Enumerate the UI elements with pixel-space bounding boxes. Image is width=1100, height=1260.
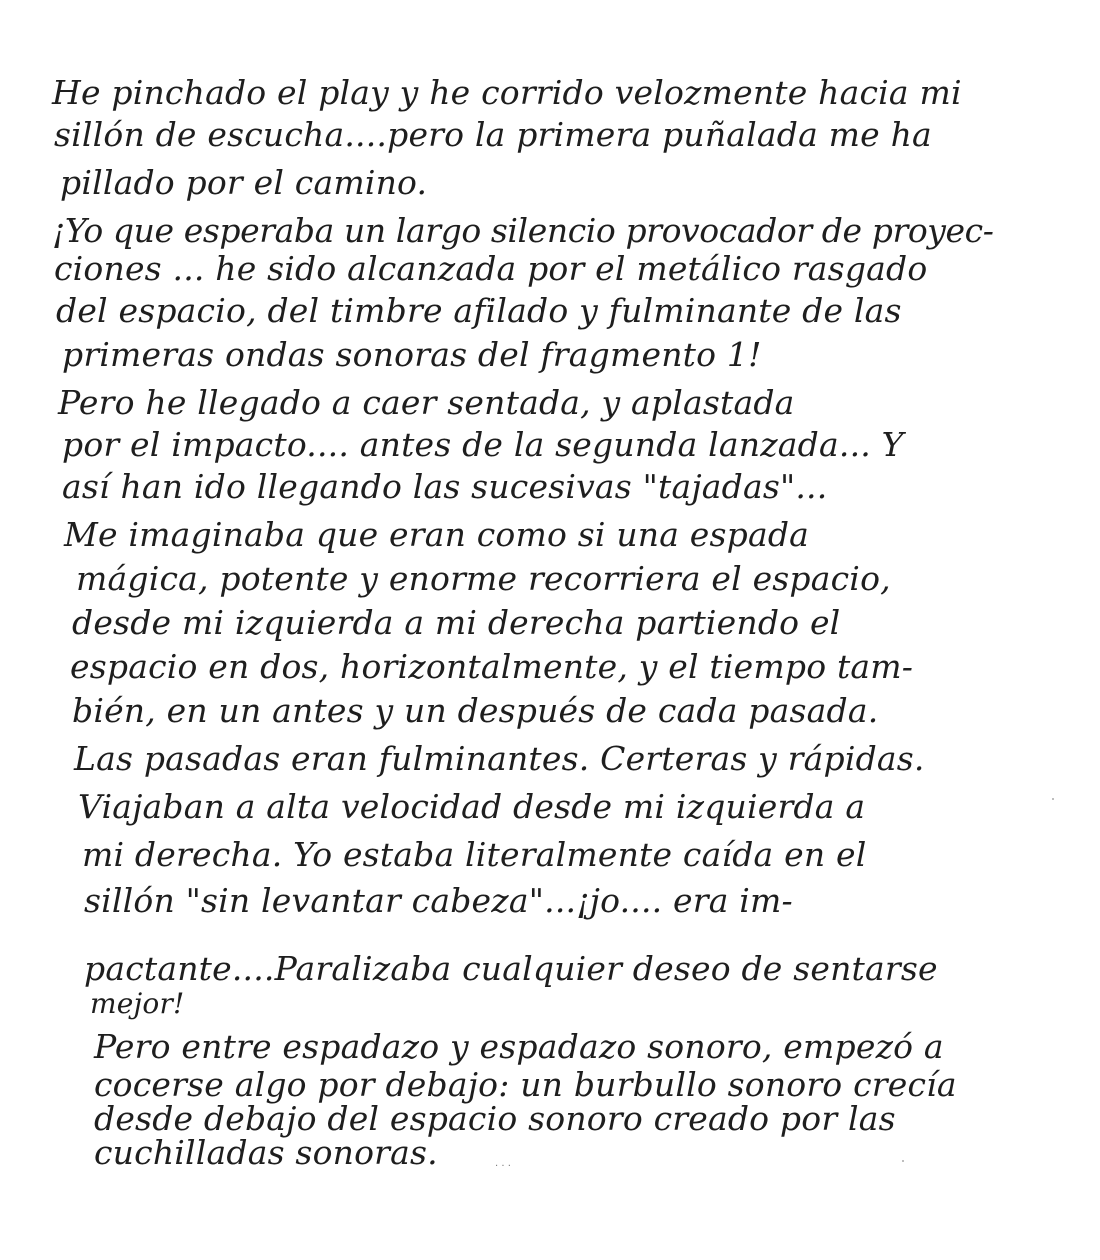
text-line-5: ciones ... he sido alcanzada por el metálico rasgado <box>54 249 928 288</box>
text-line-3: pillado por el camino. <box>60 163 428 202</box>
text-line-6: del espacio, del timbre afilado y fulminante de las <box>56 291 902 330</box>
trailing-ink-dots: . . . <box>495 1158 511 1169</box>
text-line-14: espacio en dos, horizontalmente, y el tiempo tam- <box>70 647 914 686</box>
text-line-15: bién, en un antes y un después de cada pasada. <box>72 691 879 730</box>
text-line-2: sillón de escucha....pero la primera puñalada me ha <box>54 115 932 154</box>
text-line-16: Las pasadas eran fulminantes. Certeras y rápidas. <box>74 739 925 778</box>
paper-speck <box>902 1160 904 1162</box>
text-line-11: Me imaginaba que eran como si una espada <box>64 515 810 554</box>
text-line-21: mejor! <box>90 987 185 1020</box>
text-line-4: ¡Yo que esperaba un largo silencio provocador de proyec- <box>52 211 994 250</box>
text-line-9: por el impacto.... antes de la segunda lanzada... Y <box>62 425 904 464</box>
text-line-23: cocerse algo por debajo: un burbullo sonoro crecía <box>94 1065 957 1104</box>
text-line-22: Pero entre espadazo y espadazo sonoro, empezó a <box>94 1027 944 1066</box>
text-line-20: pactante....Paralizaba cualquier deseo de sentarse <box>84 949 938 988</box>
text-line-24: desde debajo del espacio sonoro creado por las <box>94 1099 896 1138</box>
text-line-8: Pero he llegado a caer sentada, y aplastada <box>58 383 795 422</box>
text-line-19: sillón "sin levantar cabeza"...¡jo.... era im- <box>84 881 793 920</box>
text-line-12: mágica, potente y enorme recorriera el espacio, <box>76 559 891 598</box>
text-line-18: mi derecha. Yo estaba literalmente caída en el <box>82 835 867 874</box>
text-line-10: así han ido llegando las sucesivas "tajadas"... <box>62 467 828 506</box>
text-line-17: Viajaban a alta velocidad desde mi izquierda a <box>78 787 866 826</box>
paper-speck <box>1052 798 1054 800</box>
text-line-1: He pinchado el play y he corrido velozmente hacia mi <box>52 73 962 112</box>
text-line-7: primeras ondas sonoras del fragmento 1! <box>62 335 762 374</box>
text-line-25: cuchilladas sonoras. <box>94 1133 438 1172</box>
text-line-13: desde mi izquierda a mi derecha partiendo el <box>72 603 841 642</box>
